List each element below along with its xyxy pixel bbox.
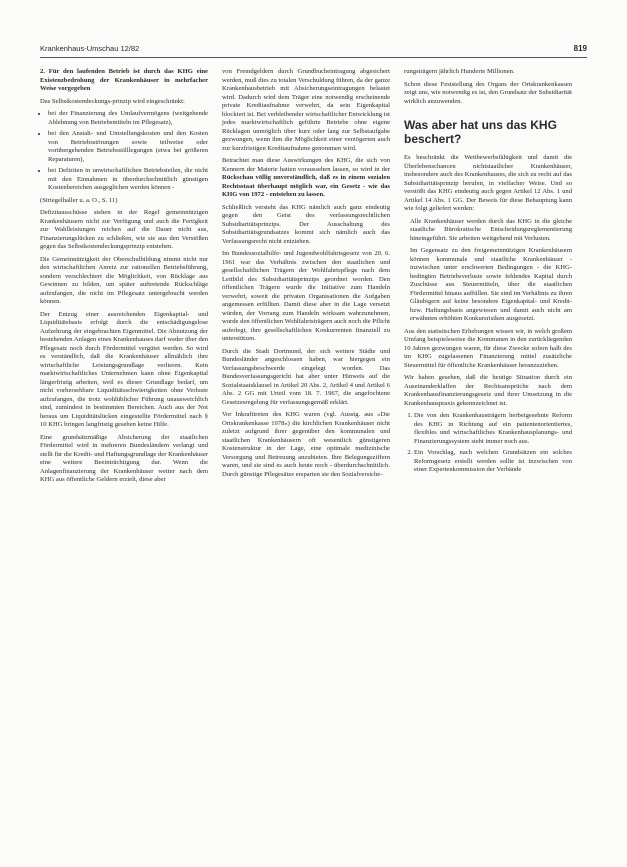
page-header: [40, 44, 587, 58]
bullet-list: [40, 110, 208, 193]
column-1: [40, 68, 208, 489]
paragraph: Durch die Stadt Dortmund, der sich weitere Städte und Bundesländer angeschlossen haben, war hiergegen ein Verfassungsbeschwerde eingelegt worden. Das Bundesverfassungsgericht hat aber unter Hinweis auf die Sozialstaatsklausel in Artikel 20 Abs. 2, Artikel 4 und Artikel 6 Abs. 2 GG mit Urteil vom 18. 7. 1967, die angefochtene Gesetzesregelung für verfassungsgemäß erklärt.: [222, 347, 390, 406]
list-item: • bei der Finanzierung des Umlaufvermögens (weitgehende Ablehnung von Betriebsmitteln im Pflegesatz),: [48, 110, 208, 127]
paragraph: [222, 157, 390, 200]
paragraph: Alle Krankenhäuser werden durch das KHG in die gleiche staatliche Bürokratische Entscheidungsreglementierung hineingeführt. Sie arbeiten weitgehend mit Verlusten.: [410, 217, 572, 242]
paragraph: Der Entzug einer ausreichenden Eigenkapital- und Liquiditätsbasis erfolgt durch die entschädigungslose Aufzehrung der eingebrachten Eigenmittel. Die Abnutzung der bestehenden Anlagen eines Krankenhauses darf weder über den Pflegesatz noch durch Fördermittel vergütet werden. So wird es verständlich, daß die Krankenhäuser allmählich ihre wirtschaftliche Leistungsgrundlage verlieren. Kein marktwirtschaftliches Unternehmen kann ohne Eigenkapital längerfristig arbeiten, weil es dieser Grundlage bedarf, um nicht vorhersehbare Liquiditätsschwierigkeiten ohne Verluste aufzufangen, die trotz wohlüblicher Führung unausweichlich sind, zumindest in bestimmten Bereichen. Auch aus der Not heraus um Liquiditätslücken eingestellte Fördermittel nach § 10 KHG bringen langfristig gesehen keine Hilfe.: [40, 310, 208, 428]
paragraph: Im Bundessozialhilfe- und Jugendwohlfahrtsgesetz von 20. 6. 1961 war das Verhältnis zwischen den staatlichen und gesellschaftlichen Trägern der Wohlfahrtspflege nach dem Leitbild des Subsidiaritätsprinzips geordnet worden. Den öffentlichen Trägern wurde die Initiative zum Handeln verwehrt, soweit die privaten Organisationen die Aufgaben angemessen erfüllten. Damit diese aber in die Lage versetzt würden, der Vorrang zum Handeln wirksam wahrzunehmen, wurde den öffentlichen Wohlfahrtsträgern auch noch die Pflicht auferlegt, ihre gesellschaftlichen Konkurrenten finanziell zu unterstützen.: [222, 250, 390, 342]
section-lead: 2. Für den laufenden Betrieb ist durch das KHG eine Existenzbedrohung der Krankenhäuser in mehrfacher Weise vorgegeben: [40, 68, 208, 92]
paragraph-text: Betrachtet man diese Auswirkungen des KHG, die sich von Kennern der Materie hatten voraussehen lassen, so wird in der: [222, 157, 390, 173]
section-heading: Was aber hat uns das KHG beschert?: [404, 118, 557, 146]
paragraph: Defizitausschüsse stehen in der Regel gemeinnützigen Krankenhäusern nicht zur Verfügung und auch die Fertigkeit zur Wahlleistungen reichen auf die Dauer nicht aus, Finanzierungslücken zu schließen, wie sie aus den Verstößen gegen das Selbstkostendeckungsprinzip entstehen.: [40, 209, 208, 250]
citation: (Striegelhaller u. a. O., S. 11): [40, 196, 118, 204]
page-number: 819: [573, 44, 587, 53]
list-item: 2. Ein Vorschlag, nach welchen Grundsätzen ein solches Reformgesetz erstellt werden sollte ist inzwischen von einer Expertenkommission der Verbände: [414, 449, 572, 475]
paragraph: Das Selbstkostendeckungs-prinzip wird eingeschränkt:: [40, 97, 185, 105]
emphasis-text: Rückschau völlig unverständlich, daß es in einem sozialen Rechtsstaat überhaupt möglich war, ein Gesetz - wie das KHG von 1972 - entstehen zu lassen.: [222, 174, 390, 198]
paragraph: Schließlich versteht das KHG nämlich auch ganz eindeutig gegen den Geist des verfassungsrechtlichen Subsidiaritätsprinzips. Der Ausschaltung des Subsidiaritätsgrundsatzes kommt sich nämlich auch das Verfassungsrecht nicht entziehen.: [222, 203, 390, 245]
column-3: [404, 68, 572, 479]
paragraph: Schon diese Feststellung des Organs der Ortskrankenkassen zeigt uns, wie notwendig es ist, den Grundsatz der Subsidiarität wirklich anzuwenden.: [404, 80, 572, 105]
list-item: 1. Die von den Krankenhausträgern herbeigesehnte Reform des KHG in Richtung auf ein patientenorientiertes, flexibles und wirtschaftliches Krankenhausplanungs- und Finanzierungssystem steht immer noch aus.: [414, 412, 572, 446]
paragraph: rungsträgern jährlich Hunderte Millionen.: [404, 68, 515, 75]
column-2: [222, 68, 390, 483]
paragraph: Eine grundsätzmäßige Absicherung der staatlichen Fördermittel wird in mehreren Bundesländern verlangt und stellt für die Kredit- und Haftungsgrundlage der Krankenhäuser eine weitere Beeinträchtigung dar. Wenn die Anlagenfinanzierung der Krankenhäuser weiter nach dem KHG aus öffentliche Geldern erzielt, diese aber: [40, 433, 208, 483]
paragraph: von Fremdgeldern durch Grundbucheintragung abgesichert werden, muß dies zu totalen Verschuldung führen, da der ganze Krankenhausbetrieb mit Absicherungseintragungen belastet wird. Dadurch wird dem Träger eine notwendig erscheinende private Kreditaufnahme verwehrt, da sein Eigenkapital blockiert ist. Bei verbleibender wirtschaftlicher Entwicklung ist jedes marktwirtschaftlich geführte Betriebe ohne eigene Rücklagen unmöglich über kurz oder lang zur Selbstaufgabe gezwungen, wenn ihm die Möglichkeit einer verzögerten auch zur kurzfristigen Kreditaufnahme genommen wird.: [222, 68, 390, 152]
header-rule: [40, 57, 587, 58]
paragraph: Wir haben gesehen, daß die heutige Situation durch ein Auseinanderklaffen der Rechtsansprüche nach dem Krankenhausfinanzierungsgesetz und ihrer Umsetzung in die Krankenhauspraxis gekennzeichnet ist.: [404, 374, 572, 407]
list-item: • bei Defiziten in unwirtschaftlichen Betriebsteilen, die nicht mit den Einnahmen in überdurchschnittlich günstigen Kostenbereichen ausgeglichen werden können -: [48, 167, 208, 193]
paragraph: Aus den statistischen Erhebungen wissen wir, in welch großem Umfang beispielsweise die Kommunen in den zurückliegenden 10 Jahren gezwungen waren, für diese Zwecke sofern halb des im KHG zugelassenen Finanzierung mittel zusätzliche Steuermittel für öffentliche Krankenhäuser heranzuziehen.: [404, 327, 572, 369]
paragraph: Es beschränkt die Wettbewerbsfähigkeit und damit die Überlebenschancen nichtstaatlicher Krankenhäuser, insbesondere auch des Krankenhauses, die sich zu recht auf das Subsidiaritätsprinzip berufen, in vielfacher Weise. Und so verstößt das KHG eindeutig auch gegen Artikel 12 Abs. 1 und Artikel 14 Abs. 1 GG. Der Beweis für diese Behauptung kann wie folgt geliefert werden:: [404, 154, 572, 212]
paragraph: Im Gegensatz zu den freigemeinnützigen Krankenhäusern können kommunale und staatliche Krankenhäuser - inzwischen unter erschwerten Bedingungen - die KHG-bedingten Betriebsverluste sowie fehlendes Kapital durch Zuschüsse aus Steuermitteln, über die staatlichen Fördermittel hinaus auffüllen. Sie sind im Verhältnis zu ihren Gläubigern auf keine besondere Eigenkapital- und Kredit-bzw. Haftungsbasis angewiesen und damit auch nicht am erwähnten erhöhten Konkursrisiken ausgesetzt.: [410, 247, 572, 322]
numbered-list: [404, 412, 572, 475]
paragraph: Die Gemeinnützigkeit der Oberschulbildung nimmt nicht nur den wirtschaftlichen Anreiz zur rationellen Betriebsführung, sondern verschlechtert die Möglichkeit, von Rücklage aus Gewinnen zu bilden, um später auftretende Rückschläge aufzufangen, die nicht im Pflegesatz untergebracht werden können.: [40, 255, 208, 305]
paragraph: Vor Inkrafttreten des KHG waren (vgl. Ausstg. aus »Die Ortskrankenkasse 1978«) die kirchlichen Krankenhäuser nicht zuletzt aufgrund ihrer gegenüber den kommunalen und staatlichen Krankenhäusern oft wesentlich günstigeren Kostenstruktur in der Lage, eine optimale medizinische Versorgung und Betreuung anzubieten. Ihre Belegungsziffern waren, und sie sind es auch heute noch - überdurchschnittlich. Durch günstige Pflegesätze ersparten sie den Sozialversiche-: [222, 411, 390, 478]
list-item: • bei den Anstalt- und Umstellungskosten und den Kosten von Betriebsstörungen sowie teilweise oder vorübergehenden Betriebsstilllegungen (etwa bei größeren Reparaturen),: [48, 130, 208, 164]
journal-title: Krankenhaus-Umschau 12/82: [40, 44, 140, 53]
